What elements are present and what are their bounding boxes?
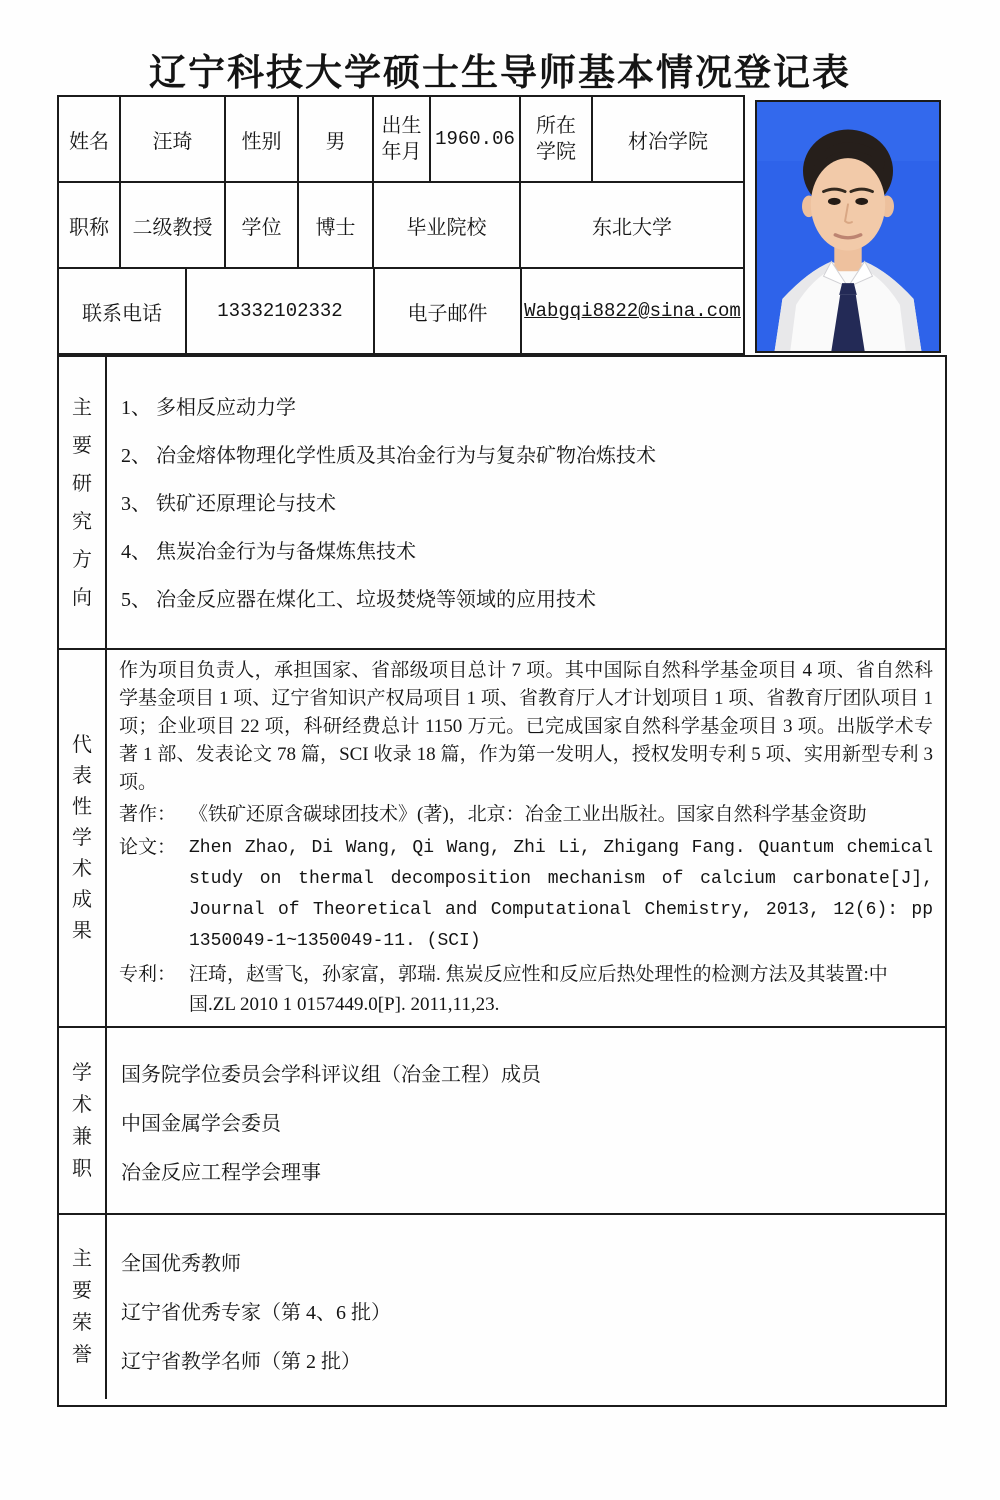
degree-value: 博士	[297, 183, 372, 267]
email-label: 电子邮件	[373, 269, 520, 353]
research-directions-row	[59, 357, 945, 648]
paper-citation: Zhen Zhao, Di Wang, Qi Wang, Zhi Li, Zhigang Fang. Quantum chemical study on thermal decomposition mechanism of calcium carbonate[J], Journal of Theoretical and Computational Chemistry, 2013, 12(6): pp 1350049-1~1350049-11. (SCI)	[189, 838, 933, 951]
honor-item: 全国优秀教师	[121, 1253, 241, 1275]
page-title: 辽宁科技大学硕士生导师基本情况登记表	[149, 53, 851, 94]
name-label: 姓名	[69, 130, 109, 153]
affiliations-row	[59, 1026, 945, 1213]
paper-entry	[119, 833, 933, 957]
honors-content	[105, 1215, 945, 1399]
honors-row	[59, 1213, 945, 1399]
gender-value: 男	[297, 97, 372, 181]
gender-label: 性别	[224, 97, 297, 181]
college-label: 所在学院	[519, 97, 591, 181]
achievements-row	[59, 648, 945, 1026]
research-directions-content	[105, 357, 945, 648]
book-text: 《铁矿还原含碳球团技术》(著)，北京：冶金工业出版社。国家自然科学基金资助	[189, 804, 867, 825]
affiliation-item: 中国金属学会委员	[121, 1113, 281, 1135]
college-value: 材冶学院	[591, 97, 743, 181]
affiliations-content	[105, 1028, 945, 1213]
research-item: 1、 多相反应动力学	[121, 397, 296, 419]
completed-project	[119, 1023, 933, 1026]
email-value: Wabgqi8822@sina.com	[520, 269, 743, 353]
basic-info-row-1	[59, 97, 743, 181]
portrait-photo	[755, 100, 941, 353]
research-directions-header: 主要研究方向	[72, 396, 92, 609]
honors-header: 主要荣誉	[72, 1248, 92, 1366]
achievements-summary: 作为项目负责人，承担国家、省部级项目总计 7 项。其中国际自然科学基金项目 4 项、省自然科学基金项目 1 项、辽宁省知识产权局项目 1 项、省教育厅人才计划项目 1 项、省教育厅团队项目 1 项；企业项目 22 项，科研经费总计 1150 万元。已完成国家自然科学基金项目 3 项。出版学术专著 1 部、发表论文 78 篇，SCI 收录 18 篇，作为第一发明人，授权发明专利 5 项、实用新型专利 3 项。	[119, 660, 933, 793]
prof-title-value: 二级教授	[119, 183, 224, 267]
sections-table	[57, 355, 947, 1407]
book-label: 著作：	[119, 804, 177, 825]
basic-info-row-3	[59, 267, 743, 353]
alma-mater-label: 毕业院校	[372, 183, 519, 267]
research-item: 3、 铁矿还原理论与技术	[121, 493, 336, 515]
affiliations-header: 学术兼职	[72, 1061, 92, 1180]
achievements-content	[105, 650, 945, 1026]
paper-label: 论文：	[119, 837, 177, 858]
birth-value: 1960.06	[429, 97, 519, 181]
portrait-photo-illustration	[757, 102, 939, 351]
affiliation-item: 冶金反应工程学会理事	[121, 1162, 321, 1184]
honor-item: 辽宁省优秀专家（第 4、6 批）	[121, 1302, 391, 1324]
birth-label: 出生年月	[372, 97, 429, 181]
honor-item: 辽宁省教学名师（第 2 批）	[121, 1351, 361, 1373]
phone-label: 联系电话	[82, 302, 162, 325]
prof-title-label: 职称	[69, 216, 109, 239]
patent-label: 专利：	[119, 964, 177, 985]
patent-citation: 汪琦，赵雪飞，孙家富，郭瑞. 焦炭反应性和反应后热处理性的检测方法及其装置:中国.ZL 2010 1 0157449.0[P]. 2011,11,23.	[189, 964, 888, 1015]
name-value: 汪琦	[119, 97, 224, 181]
research-item: 4、 焦炭冶金行为与备煤炼焦技术	[121, 541, 416, 563]
achievements-header: 代表性学术成果	[72, 733, 92, 942]
phone-value: 13332102332	[185, 269, 373, 353]
affiliation-item: 国务院学位委员会学科评议组（冶金工程）成员	[121, 1064, 541, 1086]
patent-entry	[119, 960, 933, 1020]
research-item: 2、 冶金熔体物理化学性质及其冶金行为与复杂矿物冶炼技术	[121, 445, 656, 467]
degree-label: 学位	[224, 183, 297, 267]
basic-info-table	[57, 95, 745, 355]
alma-mater-value: 东北大学	[519, 183, 743, 267]
book-entry	[119, 800, 933, 830]
research-item: 5、 冶金反应器在煤化工、垃圾焚烧等领域的应用技术	[121, 589, 596, 611]
basic-info-row-2	[59, 181, 743, 267]
